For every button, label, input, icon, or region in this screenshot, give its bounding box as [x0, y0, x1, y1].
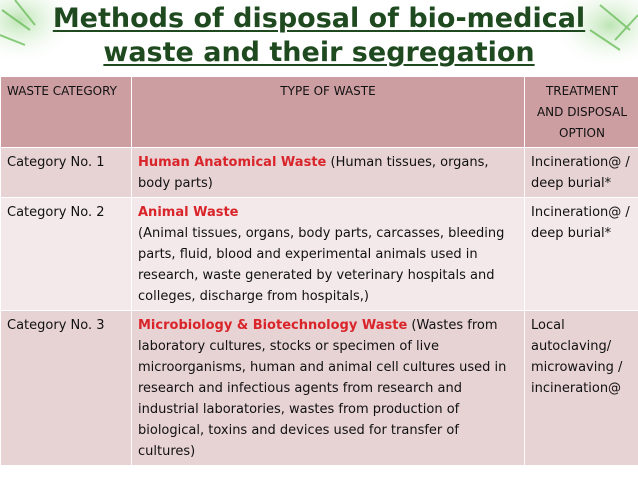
waste-type-cell [132, 311, 525, 466]
treatment-cell: Incineration@ / deep burial* [525, 198, 638, 311]
header-waste-category: WASTE CATEGORY [1, 77, 132, 148]
category-cell: Category No. 3 [1, 311, 132, 466]
treatment-cell: Incineration@ / deep burial* [525, 148, 638, 198]
waste-type-cell [132, 198, 525, 311]
waste-type-highlight: Human Anatomical Waste [138, 155, 327, 170]
waste-type-cell [132, 148, 525, 198]
waste-type-detail: (Wastes from laboratory cultures, stocks or specimen of live microorganisms, human and animal cell cultures used in research and infectious agents from research and industrial laboratories, wastes from production of biological, toxins and devices used for transfer of cultures) [138, 318, 507, 459]
table-row [1, 198, 638, 311]
table-row [1, 311, 638, 466]
category-cell: Category No. 1 [1, 148, 132, 198]
waste-type-detail: (Animal tissues, organs, body parts, carcasses, bleeding parts, fluid, blood and experimental animals used in research, waste generated by veterinary hospitals and colleges, discharge from hospitals,) [138, 226, 505, 304]
title-line-1: Methods of disposal of bio-medical [52, 3, 586, 34]
header-treatment-disposal: TREATMENT AND DISPOSAL OPTION [525, 77, 638, 148]
header-type-of-waste: TYPE OF WASTE [132, 77, 525, 148]
waste-type-highlight: Animal Waste [138, 205, 239, 220]
waste-type-highlight: Microbiology & Biotechnology Waste [138, 318, 408, 333]
title-line-2: waste and their segregation [103, 37, 535, 68]
table-row [1, 148, 638, 198]
treatment-cell: Local autoclaving/ microwaving / incineration@ [525, 311, 638, 466]
table-header-row [1, 77, 638, 148]
category-cell: Category No. 2 [1, 198, 132, 311]
waste-type-detail: (Human tissues, organs, body parts) [138, 155, 489, 191]
waste-table [0, 76, 638, 466]
slide-title [0, 0, 638, 75]
